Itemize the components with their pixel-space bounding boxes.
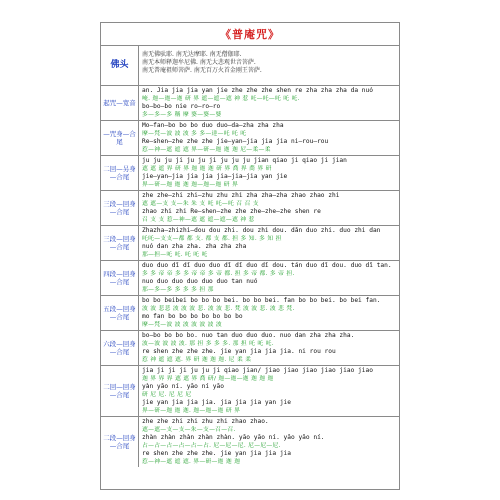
section-row [101, 296, 399, 331]
section-label: 四段—回身—合尾 [101, 261, 139, 295]
hanzi-line: 摩—梵—波 波 波 多 多—達—吒 吒 吒 [142, 131, 247, 137]
section-label: 二回—另身—合尾 [101, 156, 139, 190]
hanzi-line: 召 支 支 惹—神—遮 遮 遮—遮—遮 神 惹 [142, 217, 255, 223]
section-label: 六段—回身—合尾 [101, 331, 139, 365]
pinyin-line: zhao zhi zhi Re—shen—zhe zhe zhe—zhe—zhe shen re [142, 208, 321, 215]
section-label: 二回—回身—合尾 [101, 366, 139, 416]
section-label: 起咒—宽音 [101, 86, 139, 120]
pinyin-line: Re—shen—zhe zhe zhe jie—yan—jia jia jia ni—rou—rou [142, 138, 329, 145]
section-content [139, 86, 399, 120]
pinyin-line: bo—bo bo bo bo. nuo tan duo duo duo. nuo dan zha zha zha. [142, 332, 355, 339]
section-row [101, 366, 399, 417]
hanzi-line: 波—波 波 波 波. 那 担 多 多 多. 那 担 吒 吒 吒. [142, 341, 274, 347]
hanzi-line: 多 多 帝 帝 多 多 帝 帝 多 帝 都. 担 多 帝 都. 多 帝 担. [142, 271, 295, 277]
section-row [101, 86, 399, 121]
hanzi-line: 界—研—迦 迦 迦. 迦—迦—迦 研 界 [142, 408, 241, 414]
hanzi-line: 界—研—迦 迦 迦 迦—迦—迦 研 界 [142, 182, 239, 188]
section-row [101, 331, 399, 366]
pinyin-line: bo bo beibei bo bo bo bei. bo bo bei. fan bo bo bei. bo bei fan. [142, 297, 381, 304]
page-title: 《普庵咒》 [101, 23, 399, 46]
pinyin-line: duo duo dǐ dǐ duo duo dǐ dǐ duo dǐ dou. tán duo dǐ dou. duo dǐ tan. [142, 262, 392, 269]
pinyin-line: Zhazha—zhizhi—dou dou zhi. dou zhi dou. dǎn duo zhi. duo zhi dan [142, 227, 381, 234]
section-label: 五段—回身—合尾 [101, 296, 139, 330]
section-row [101, 261, 399, 296]
hanzi-line: 那—多—多 多 多 多 担 那 [142, 287, 214, 293]
pinyin-line: zhàn zhàn zhàn zhàn zhàn. yāo yāo ní. yāo yāo ní. [142, 434, 325, 441]
section-content [139, 296, 399, 330]
hanzi-line: 惹 神 遮 遮 遮. 界 研 迦 迦 迦. 尼 柔 柔 [142, 357, 252, 363]
sections [101, 86, 399, 467]
hanzi-line: 唵. 迦—迦—迦 研 界 遮—遮—遮 神 惹 吒—吒—吒 吒 吒. [142, 96, 300, 102]
header-row [101, 46, 399, 86]
pinyin-line: re shen zhe zhe zhe. jie yan jia jia jia [142, 450, 292, 457]
section-row [101, 156, 399, 191]
pinyin-line: jie—yan—jia jia jia jia—jia—jia yan jie [142, 173, 288, 180]
pinyin-line: an. Jia jia jia yan jie zhe zhe zhe shen re zha zha zha da nuó [142, 87, 373, 94]
header-line: 南无佛驮耶. 南无达摩耶. 南无僧伽耶. [142, 51, 242, 58]
hanzi-line: 遮 遮—支 支—朱 朱 支 吒 吒—吒 召 召 支 [142, 201, 259, 207]
section-row [101, 191, 399, 226]
section-content [139, 331, 399, 365]
section-label: —咒身—合尾 [101, 121, 139, 155]
section-row [101, 121, 399, 156]
chant-sheet [100, 22, 400, 490]
pinyin-line: bo—bo—bo nie ro—ro—ro [142, 103, 221, 110]
header-content [139, 46, 399, 85]
pinyin-line: zhe zhe—zhi zhi—zhu zhu zhi zha zha—zha zhao zhao zhi [142, 192, 340, 199]
pinyin-line: jie yan jia jia jia. jia jia jia yan jie [142, 399, 292, 406]
section-label: 三段—回身—合尾 [101, 226, 139, 260]
pinyin-line: re shen zhe zhe zhe. jie yan jia jia jia. ni rou rou [142, 348, 336, 355]
pinyin-line: ju ju ju ji ju ju ji ju ju ju jian qiao ji qiao ji jian [142, 157, 347, 164]
pinyin-line: mo fan bo bo bo bo bo bo bo [142, 313, 243, 320]
hanzi-line: 遮—遮—支—支—朱—支—召—召. [142, 427, 236, 433]
pinyin-line: zhe zhe zhi zhi zhu zhi zhao zhao. [142, 418, 269, 425]
hanzi-line: 研 尼 尼. 尼 尼 尼 [142, 392, 192, 398]
hanzi-line: 吒吒—支支—都 都 支. 都 支 都. 担 多 知. 多 知 担 [142, 236, 282, 242]
pinyin-line: nuó dan zha zha. zha zha zha [142, 243, 247, 250]
pinyin-line: yàn yāo ní. yāo ní yāo [142, 383, 224, 390]
hanzi-line: 摩—梵—波 波 波 波 波 波 波 [142, 322, 222, 328]
section-content [139, 121, 399, 155]
header-line: 南无普庵祖师菩萨. 南无百万火首金刚王菩萨. [142, 67, 262, 74]
hanzi-line: 迦 界 界 界 遮 遮 界 喬 研/ 迦—迦—迦 迦 迦 迦 [142, 376, 274, 382]
section-content [139, 191, 399, 225]
pinyin-line: Mo—fan—bo bo bo duo duo—da—zha zha zha [142, 122, 284, 129]
section-content [139, 417, 399, 467]
section-row [101, 226, 399, 261]
pinyin-line: nuo duo duo duo duo duo tan nuó [142, 278, 258, 285]
hanzi-line: 波 波 悲悲 波 波 波 悲. 波 波 悲. 梵 波 波 悲. 波 悲 梵. [142, 306, 295, 312]
hanzi-line: 多—多—多 稱 摩 婆—婆—婆 [142, 112, 222, 118]
header-label: 佛头 [101, 46, 139, 85]
section-content [139, 156, 399, 190]
section-label: 三段—回身—合尾 [101, 191, 139, 225]
hanzi-line: 遮 遮 遮 界 研 界 迦 迦 迦 研 界 喬 界 喬 界 研 [142, 166, 272, 172]
section-row [101, 417, 399, 467]
section-content [139, 226, 399, 260]
section-content [139, 366, 399, 416]
header-line: 南无本师释迦牟尼佛. 南无大悲观世音菩萨. [142, 59, 256, 66]
hanzi-line: 惹—神—遮 遮 遮. 界—研—迦 迦 迦 [142, 459, 241, 465]
section-label: 二段—回身—合尾 [101, 417, 139, 467]
section-content [139, 261, 399, 295]
hanzi-line: 占—占—占—占—占—占. 尼—尼—尼. 尼—尼—尼. [142, 443, 281, 449]
pinyin-line: jia ji ji ji ju ju ji qiao jian/ jiao jiao jiao jiao jiao jiao [142, 367, 373, 374]
hanzi-line: 惹—神—遮 遮 遮 界—研—迦 迦 迦 尼—柔—柔 [142, 147, 271, 153]
hanzi-line: 那—担—吒 吒. 吒 吒 吒 [142, 252, 208, 258]
